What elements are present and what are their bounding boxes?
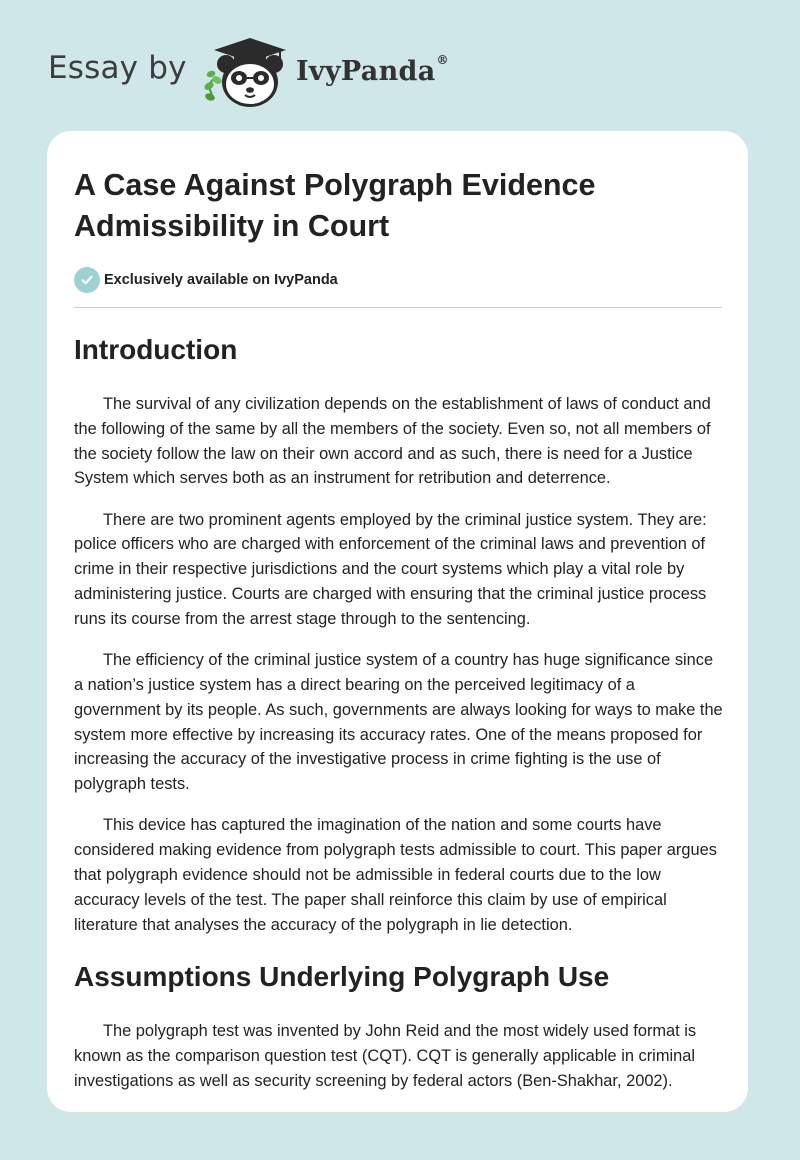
essay-by-label: Essay by xyxy=(48,50,187,86)
site-header xyxy=(0,0,800,130)
brand-name-text: IvyPanda xyxy=(296,56,436,87)
paragraph: The polygraph test was invented by John Reid and the most widely used format is known as the comparison question test (CQT). CQT is generally applicable in criminal investigations as well as security screening by federal actors (Ben-Shakhar, 2002). xyxy=(74,1022,697,1091)
registered-mark: ® xyxy=(436,53,449,67)
paragraph: The efficiency of the criminal justice system of a country has huge significance since a nation’s justice system has a direct bearing on the perceived legitimacy of a government by its people. As such, governments are always looking for ways to make the system more effective by increasing its accuracy rates. One of the means proposed for increasing the accuracy of the investigative process in crime fighting is the use of polygraph tests. xyxy=(74,651,723,794)
section-heading-assumptions: Assumptions Underlying Polygraph Use xyxy=(74,961,610,993)
check-icon xyxy=(74,267,100,293)
exclusive-badge xyxy=(74,267,724,293)
paragraph: This device has captured the imagination of the nation and some courts have considered making evidence from polygraph tests admissible to court. This paper argues that polygraph evidence should not be admissible in federal courts due to the low accuracy levels of the test. The paper shall reinforce this claim by use of empirical literature that analyses the accuracy of the polygraph in lie detection. xyxy=(74,816,717,934)
paragraph: There are two prominent agents employed by the criminal justice system. They are: police officers who are charged with enforcement of the criminal laws and prevention of crime in their respective jurisdictions and the court systems which play a vital role by administering justice. Courts are charged with ensuring that the criminal justice process runs its course from the arrest stage through to the sentencing. xyxy=(74,510,707,628)
brand-name[interactable] xyxy=(296,53,449,87)
title-divider xyxy=(74,307,722,308)
article-card xyxy=(47,131,748,1112)
exclusive-badge-text: Exclusively available on IvyPanda xyxy=(104,272,338,288)
section-heading-introduction: Introduction xyxy=(74,334,238,365)
paragraph: The survival of any civilization depends on the establishment of laws of conduct and the following of the same by all the members of the society. Even so, not all members of the society follow the law on their own accord and as such, there is need for a Justice System which serves both as an instrument for retribution and deterrence. xyxy=(74,395,711,488)
article-title: A Case Against Polygraph Evidence Admissibility in Court xyxy=(74,168,596,243)
panda-graduate-logo-icon[interactable] xyxy=(196,34,296,110)
article-content xyxy=(74,165,724,1094)
